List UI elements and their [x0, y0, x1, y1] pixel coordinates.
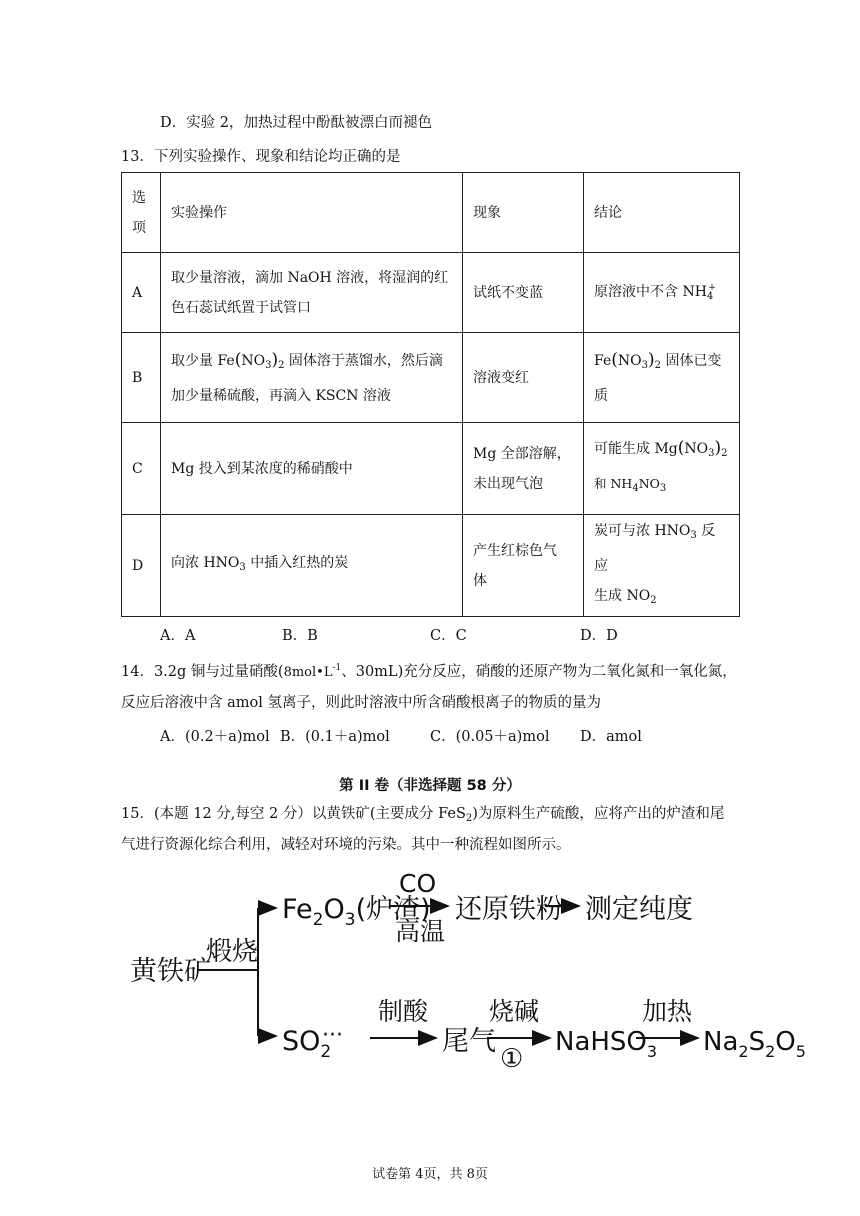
- flow-nahso3: NaHSO$_3$: [555, 1027, 658, 1061]
- flow-calcine: 煅烧: [206, 937, 259, 967]
- row-phenomenon: Mg 全部溶解， 未出现气泡: [463, 423, 584, 515]
- flow-high-temp: 高温: [395, 917, 446, 946]
- q13-choice-d: D．D: [580, 628, 618, 644]
- row-option: B: [122, 333, 161, 423]
- row-operation: 取少量溶液，滴加 NaOH 溶液，将湿润的红 色石蕊试纸置于试管口: [161, 253, 463, 333]
- flow-heat: 加热: [642, 997, 693, 1026]
- q14-choice-a: A．(0.2＋a)mol: [160, 729, 270, 745]
- pyrite-process-flowchart: [0, 860, 860, 1110]
- section-title: 第 II 卷（非选择题 58 分）: [339, 778, 521, 794]
- row-conclusion: 炭可与浓 $HNO_3$ 反应 生成 $NO_2$: [584, 515, 740, 617]
- row-option: A: [122, 253, 161, 333]
- table-row: [122, 333, 740, 423]
- row-conclusion: 原溶液中不含 $NH_4^+$: [584, 253, 740, 333]
- row-option: D: [122, 515, 161, 617]
- q14-choice-c: C．(0.05＋a)mol: [430, 729, 550, 745]
- flow-tail-gas: 尾气: [442, 1026, 496, 1057]
- flow-make-acid: 制酸: [378, 997, 429, 1026]
- flow-measure-purity: 测定纯度: [585, 894, 693, 925]
- q13-choice-b: B．B: [282, 628, 318, 644]
- flow-iron-powder: 还原铁粉: [455, 894, 563, 925]
- q14-choice-b: B．(0.1＋a)mol: [280, 729, 390, 745]
- row-phenomenon: 溶液变红: [463, 333, 584, 423]
- row-operation: Mg 投入到某浓度的稀硝酸中: [161, 423, 463, 515]
- header-phenomenon: 现象: [463, 173, 584, 253]
- header-conclusion: 结论: [584, 173, 740, 253]
- q14-choice-d: D．amol: [580, 729, 642, 745]
- flow-so2: $SO_2$: [282, 1026, 332, 1062]
- table-row: [122, 423, 740, 515]
- q13-choice-c: C．C: [430, 628, 467, 644]
- flow-step-1: ①: [500, 1044, 524, 1074]
- q15-line-1: 15．(本题 12 分,每空 2 分）以黄铁矿(主要成分 FeS$_2$)为原料生产硫酸，应将产出的炉渣和尾: [121, 806, 725, 824]
- table-row: [122, 253, 740, 333]
- flow-fe2o3: $Fe_2O_3$(炉渣): [282, 894, 431, 930]
- row-option: C: [122, 423, 161, 515]
- q15-line-2: 气进行资源化综合利用，减轻对环境的污染。其中一种流程如图所示。: [121, 837, 571, 853]
- row-phenomenon: 试纸不变蓝: [463, 253, 584, 333]
- flow-caustic-soda: 烧碱: [489, 997, 540, 1026]
- row-phenomenon: 产生红棕色气 体: [463, 515, 584, 617]
- page-footer: 试卷第 4页，共 8页: [372, 1167, 488, 1182]
- header-option: 选 项: [122, 173, 161, 253]
- q13-choice-a: A．A: [160, 628, 196, 644]
- q13-table: [121, 172, 740, 617]
- row-conclusion: 可能生成 $Mg(NO_3)_2$ 和 $NH_4NO_3$: [584, 423, 740, 515]
- q13-stem: 13．下列实验操作、现象和结论均正确的是: [121, 149, 401, 165]
- table-row: [122, 515, 740, 617]
- row-conclusion: $Fe(NO_3)_2$ 固体已变 质: [584, 333, 740, 423]
- row-operation: 向浓 $HNO_3$ 中插入红热的炭: [161, 515, 463, 617]
- flow-co: CO: [399, 869, 437, 898]
- header-operation: 实验操作: [161, 173, 463, 253]
- flow-dots: ···: [322, 1023, 343, 1048]
- table-header-row: [122, 173, 740, 253]
- row-operation: 取少量 $Fe(NO_3)_2$ 固体溶于蒸馏水，然后滴 加少量稀硫酸，再滴入 KSCN 溶液: [161, 333, 463, 423]
- flow-na2s2o5: $Na_2S_2O_5$: [703, 1027, 806, 1061]
- q14-line-2: 反应后溶液中含 amol 氢离子，则此时溶液中所含硝酸根离子的物质的量为: [121, 695, 601, 711]
- q12-option-d: D．实验 2，加热过程中酚酞被漂白而褪色: [160, 115, 432, 131]
- flow-start: 黄铁矿: [130, 956, 211, 987]
- q14-line-1: 14．3.2g 铜与过量硝酸($8mol•L^{-1}$、30mL)充分反应，硝酸的还原产物为二氧化氮和一氧化氮，: [121, 663, 737, 680]
